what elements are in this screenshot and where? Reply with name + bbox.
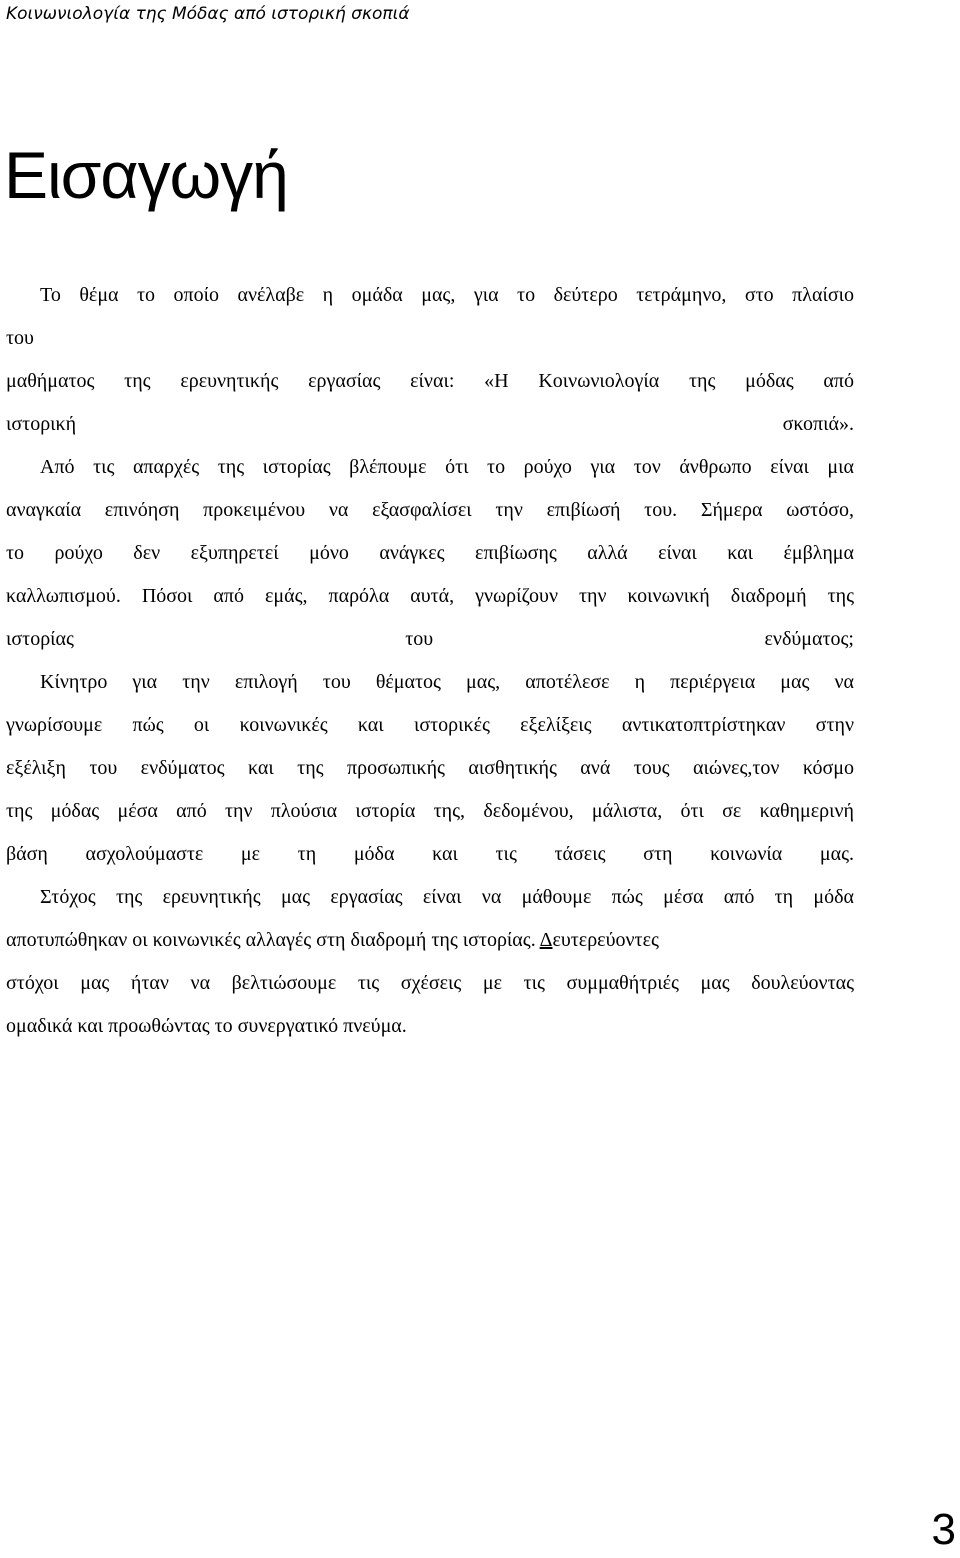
body-line: καλλωπισμού. Πόσοι από εμάς, παρόλα αυτά, γνωρίζουν την κοινωνική διαδρομή της	[6, 585, 854, 607]
body-line: εξέλιξη του ενδύματος και της προσωπικής αισθητικής ανά τους αιώνες,τον κόσμο	[6, 757, 854, 779]
page-number: 3	[931, 1505, 956, 1554]
body-line: μαθήματος της ερευνητικής εργασίας είναι: «Η Κοινωνιολογία της μόδας από	[6, 370, 854, 392]
body-line: το ρούχο δεν εξυπηρετεί μόνο ανάγκες επιβίωσης αλλά είναι και έμβλημα	[6, 542, 854, 564]
body-line: βάση ασχολούμαστε με τη μόδα και τις τάσεις στη κοινωνία μας.	[6, 843, 854, 865]
body-line: ιστορική σκοπιά».	[6, 413, 854, 435]
body-line: αναγκαία επινόηση προκειμένου να εξασφαλίσει την επιβίωσή του. Σήμερα ωστόσο,	[6, 499, 854, 521]
body-line: Από τις απαρχές της ιστορίας βλέπουμε ότι το ρούχο για τον άνθρωπο είναι μια	[40, 456, 854, 478]
body-line	[6, 927, 854, 953]
body-line: ομαδικά και προωθώντας το συνεργατικό πνεύμα.	[6, 1015, 407, 1037]
body-line-part: ευτερεύοντες	[552, 929, 659, 951]
running-header: Κοινωνιολογία της Μόδας από ιστορική σκοπιά	[6, 4, 410, 24]
page-title: Εισαγωγή	[4, 138, 288, 212]
body-line: του	[6, 327, 34, 349]
body-line-part: αποτυπώθηκαν οι κοινωνικές αλλαγές στη διαδρομή της ιστορίας.	[6, 929, 540, 951]
body-line: Στόχος της ερευνητικής μας εργασίας είναι να μάθουμε πώς μέσα από τη μόδα	[40, 886, 854, 908]
body-line: της μόδας μέσα από την πλούσια ιστορία της, δεδομένου, μάλιστα, ότι σε καθημερινή	[6, 800, 854, 822]
body-line: Το θέμα το οποίο ανέλαβε η ομάδα μας, για το δεύτερο τετράμηνο, στο πλαίσιο	[40, 284, 854, 306]
body-line: ιστορίας του ενδύματος;	[6, 628, 854, 650]
body-line: Κίνητρο για την επιλογή του θέματος μας, αποτέλεσε η περιέργεια μας να	[40, 671, 854, 693]
underlined-letter: Δ	[539, 929, 553, 951]
body-line: γνωρίσουμε πώς οι κοινωνικές και ιστορικές εξελίξεις αντικατοπτρίστηκαν στην	[6, 714, 854, 736]
body-line: στόχοι μας ήταν να βελτιώσουμε τις σχέσεις με τις συμμαθήτριές μας δουλεύοντας	[6, 972, 854, 994]
